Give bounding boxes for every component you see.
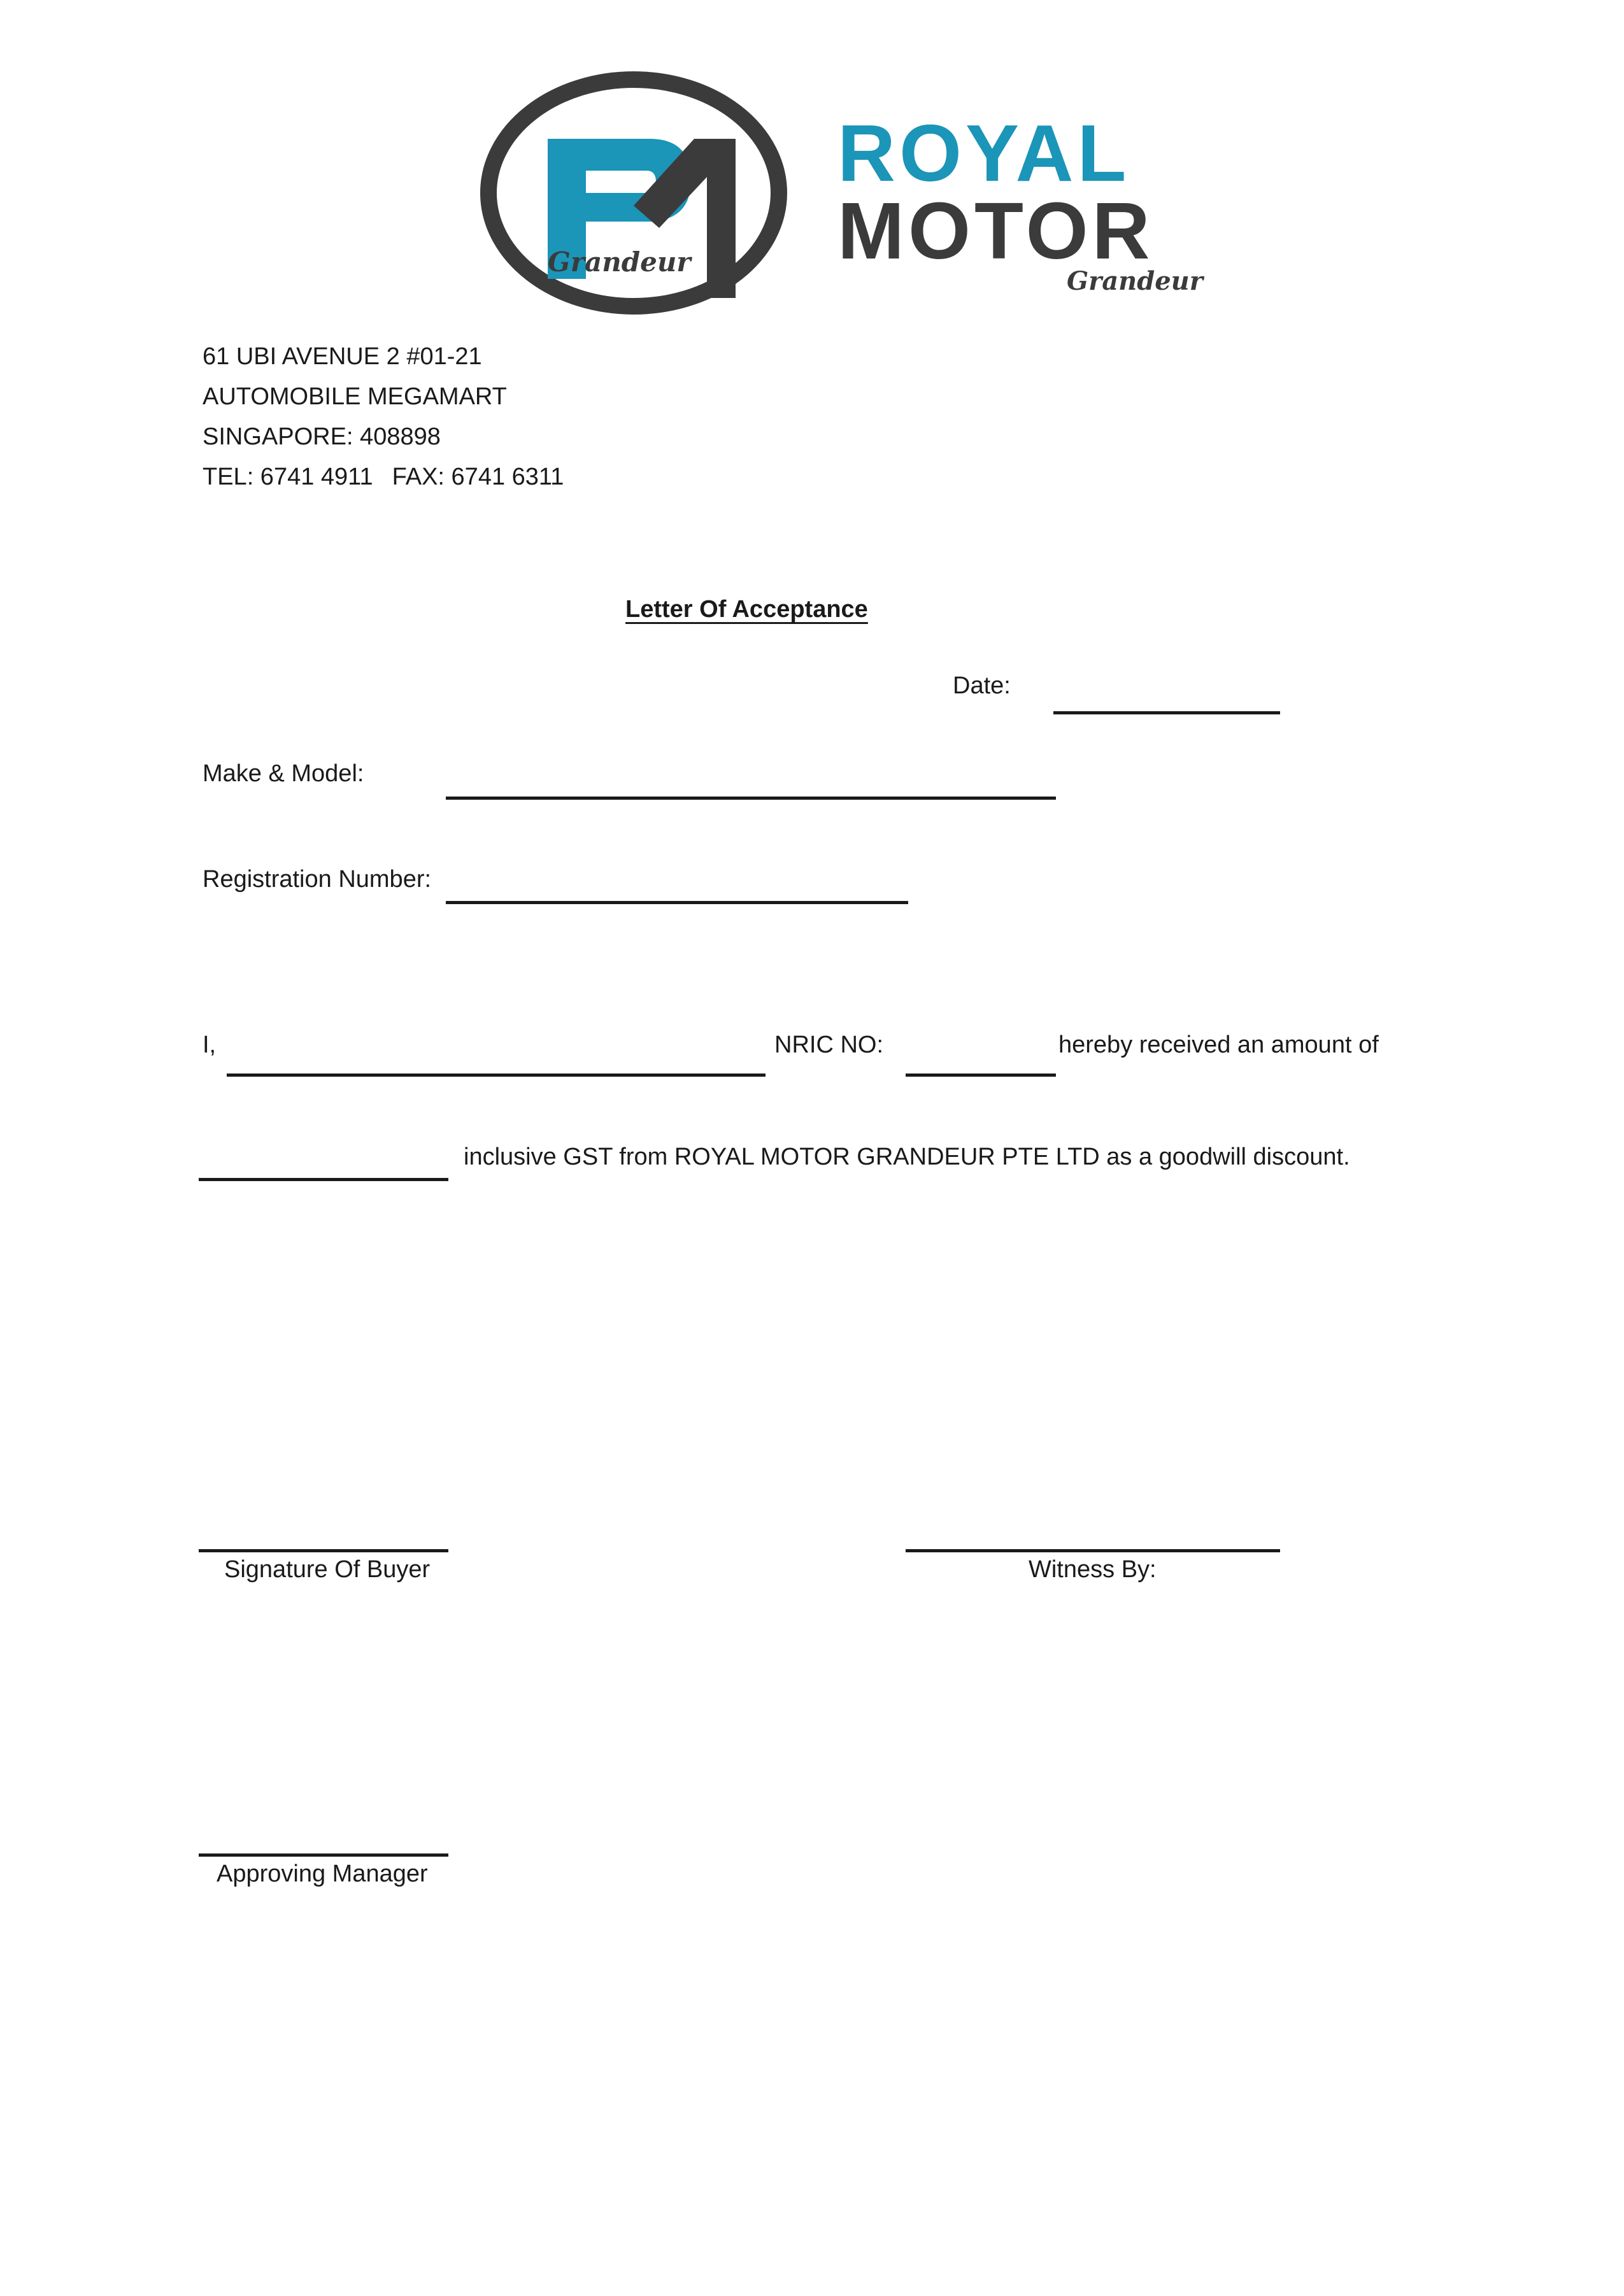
make-model-field-line[interactable] xyxy=(446,797,1056,800)
buyer-signature-label: Signature Of Buyer xyxy=(224,1556,431,1583)
gst-discount-text: inclusive GST from ROYAL MOTOR GRANDEUR PTE LTD as a goodwill discount. xyxy=(464,1144,1350,1170)
witness-label: Witness By: xyxy=(1029,1556,1157,1583)
document-title: Letter Of Acceptance xyxy=(625,596,868,623)
logo-mark-icon xyxy=(478,69,796,317)
date-field-line[interactable] xyxy=(1053,711,1280,714)
contact-line xyxy=(203,465,564,489)
manager-signature-label: Approving Manager xyxy=(217,1860,428,1887)
nric-label: NRIC NO: xyxy=(774,1031,883,1058)
witness-signature-line[interactable] xyxy=(906,1549,1280,1552)
logo-word-royal: ROYAL xyxy=(837,108,1130,198)
telephone: TEL: 6741 4911 xyxy=(203,464,373,490)
make-model-label: Make & Model: xyxy=(203,760,364,787)
amount-field-line[interactable] xyxy=(199,1178,448,1181)
logo-word-motor: MOTOR xyxy=(837,186,1154,276)
fax: FAX: 6741 6311 xyxy=(392,464,564,490)
address-line-3: SINGAPORE: 408898 xyxy=(203,423,441,450)
logo-word-script: Grandeur xyxy=(1067,266,1203,296)
registration-label: Registration Number: xyxy=(203,866,432,893)
registration-field-line[interactable] xyxy=(446,901,908,904)
i-label: I, xyxy=(203,1031,217,1058)
buyer-signature-line[interactable] xyxy=(199,1549,448,1552)
address-line-1: 61 UBI AVENUE 2 #01-21 xyxy=(203,343,482,370)
manager-signature-line[interactable] xyxy=(199,1853,448,1857)
logo-mark-script: Grandeur xyxy=(548,246,691,278)
name-field-line[interactable] xyxy=(227,1074,766,1077)
date-label: Date: xyxy=(953,672,1011,699)
received-amount-text: hereby received an amount of xyxy=(1058,1031,1379,1058)
address-line-2: AUTOMOBILE MEGAMART xyxy=(203,383,507,410)
nric-field-line[interactable] xyxy=(906,1074,1056,1077)
